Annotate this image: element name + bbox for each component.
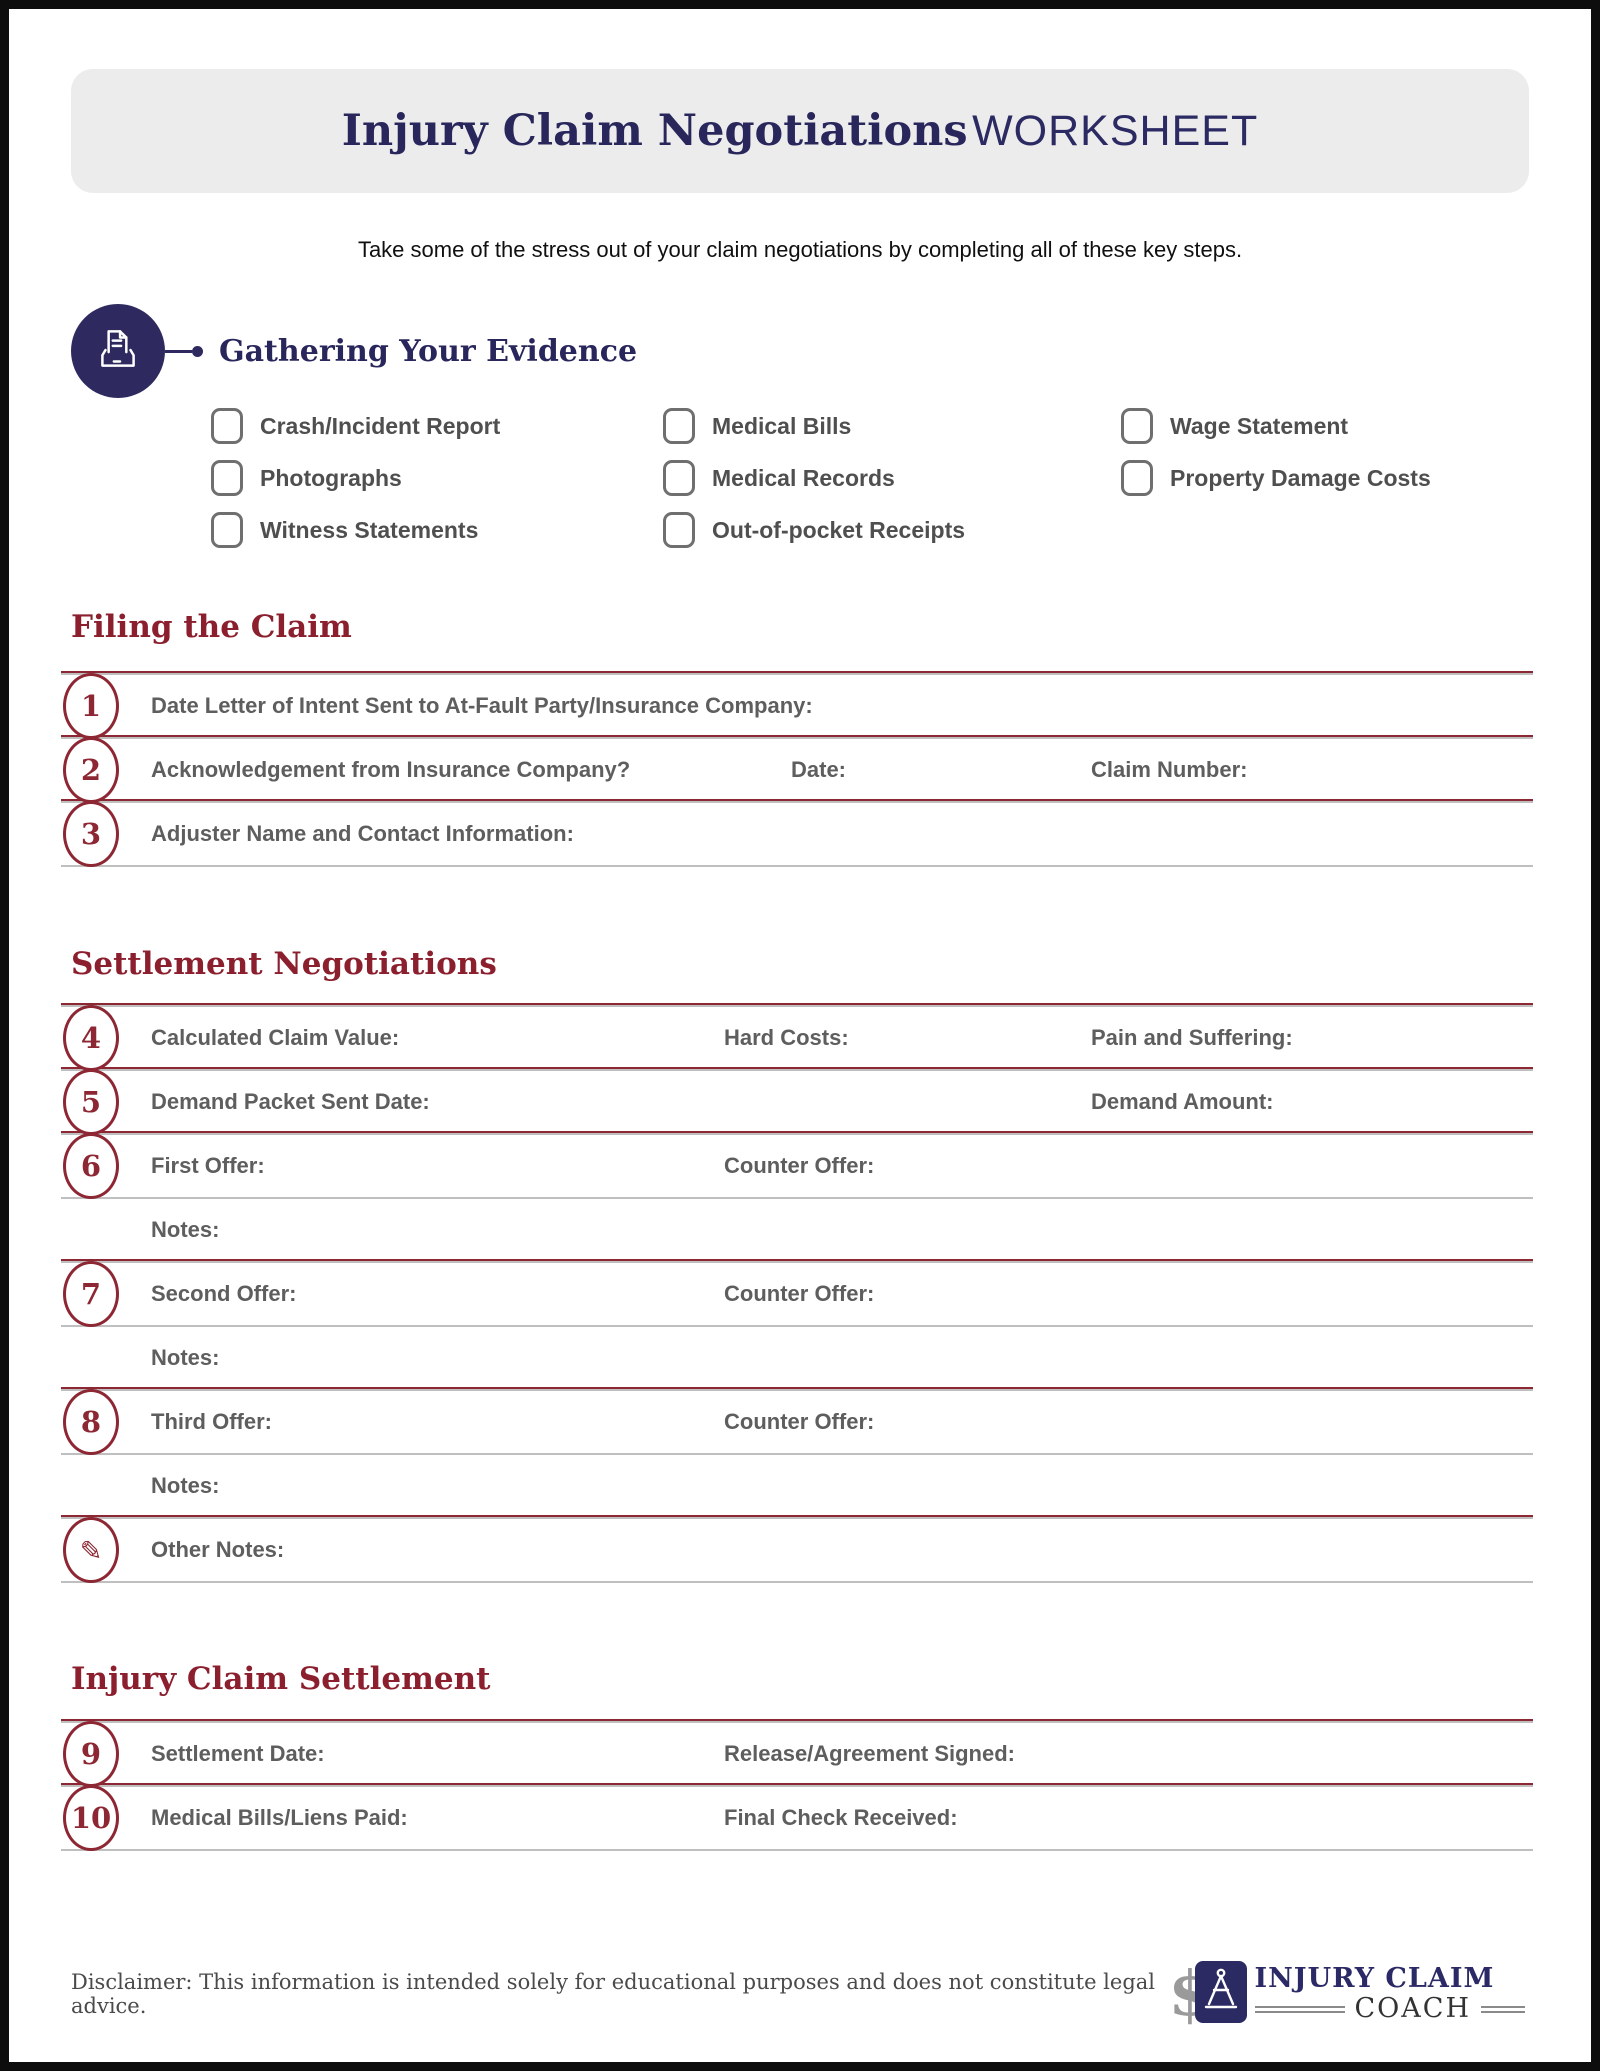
checkbox[interactable] [211, 408, 243, 444]
table-row [61, 1133, 1533, 1197]
logo-rule [1255, 2006, 1345, 2013]
logo-subtitle-row [1255, 1994, 1526, 2024]
filing-section-heading: Filing the Claim [71, 609, 352, 645]
worksheet-page [9, 9, 1591, 2062]
connector-dot [192, 346, 203, 357]
checkbox[interactable] [1121, 460, 1153, 496]
table-row [61, 1785, 1533, 1849]
row-label: Hard Costs: [724, 1025, 849, 1050]
row-label: Notes: [151, 1473, 220, 1498]
table-row [61, 1261, 1533, 1325]
table-row [61, 673, 1533, 737]
logo-subtitle: COACH [1354, 1993, 1471, 2024]
row-number-badge: 10 [63, 1785, 119, 1851]
row-label: Medical Bills/Liens Paid: [151, 1805, 408, 1830]
row-label: Second Offer: [151, 1281, 297, 1306]
row-icon-badge [63, 1517, 119, 1583]
evidence-section [71, 304, 1529, 556]
scales-of-justice-icon [1202, 1966, 1240, 2019]
title-main: Injury Claim Negotiations [341, 106, 968, 156]
checkbox-label: Medical Records [712, 464, 895, 491]
pencil-icon [80, 1533, 103, 1567]
table-row [61, 1005, 1533, 1069]
checkbox-column-2 [663, 400, 1121, 556]
row-label: Settlement Date: [151, 1741, 325, 1766]
checkbox-label: Wage Statement [1170, 412, 1349, 439]
checkbox-item [663, 504, 1121, 556]
logo-mark [1169, 1961, 1247, 2027]
row-label: Demand Packet Sent Date: [151, 1089, 430, 1114]
row-label: Date Letter of Intent Sent to At-Fault Party/Insurance Company: [151, 693, 813, 718]
row-number-badge: 7 [63, 1261, 119, 1327]
checkbox-column-3 [1121, 400, 1431, 556]
scales-icon-box [1195, 1961, 1247, 2023]
checkbox[interactable] [211, 460, 243, 496]
checkbox-label: Photographs [260, 464, 402, 491]
row-number-badge: 6 [63, 1133, 119, 1199]
evidence-header [71, 304, 1529, 398]
table-row [61, 1721, 1533, 1785]
table-row [61, 737, 1533, 801]
checkbox[interactable] [663, 460, 695, 496]
row-label: Calculated Claim Value: [151, 1025, 400, 1050]
brand-logo [1169, 1961, 1526, 2027]
evidence-heading: Gathering Your Evidence [219, 333, 638, 369]
checkbox-item [1121, 452, 1431, 504]
row-label: Adjuster Name and Contact Information: [151, 821, 574, 846]
document-tray-icon [92, 323, 144, 380]
injury-table [61, 1721, 1533, 1851]
row-label: Counter Offer: [724, 1409, 875, 1434]
row-label: Demand Amount: [1091, 1089, 1274, 1114]
row-label: Third Offer: [151, 1409, 272, 1434]
checkbox-grid [211, 400, 1529, 556]
checkbox[interactable] [663, 512, 695, 548]
row-label: Acknowledgement from Insurance Company? [151, 757, 631, 782]
notes-row [61, 1453, 1533, 1517]
page-title [342, 106, 1258, 156]
settlement-section-heading: Settlement Negotiations [71, 946, 497, 982]
row-label: Counter Offer: [724, 1153, 875, 1178]
checkbox[interactable] [663, 408, 695, 444]
checkbox-label: Crash/Incident Report [260, 412, 501, 439]
table-row [61, 801, 1533, 865]
checkbox[interactable] [211, 512, 243, 548]
checkbox-label: Witness Statements [260, 516, 479, 543]
table-row [61, 1389, 1533, 1453]
row-number-badge: 3 [63, 801, 119, 867]
row-number-badge: 5 [63, 1069, 119, 1135]
row-label: Other Notes: [151, 1537, 285, 1562]
row-label: Counter Offer: [724, 1281, 875, 1306]
connector-line [165, 350, 192, 353]
injury-section-heading: Injury Claim Settlement [71, 1661, 491, 1697]
page-footer [71, 1961, 1529, 2027]
checkbox-column-1 [211, 400, 663, 556]
checkbox-item [211, 504, 663, 556]
row-number-badge: 2 [63, 737, 119, 803]
row-number-badge: 9 [63, 1721, 119, 1787]
notes-row [61, 1325, 1533, 1389]
row-number-badge: 4 [63, 1005, 119, 1071]
table-row [61, 1069, 1533, 1133]
notes-row [61, 1197, 1533, 1261]
checkbox-item [211, 452, 663, 504]
row-label: Pain and Suffering: [1091, 1025, 1293, 1050]
row-label: Claim Number: [1091, 757, 1248, 782]
checkbox-item [663, 400, 1121, 452]
checkbox-label: Property Damage Costs [1170, 464, 1431, 491]
row-label: Final Check Received: [724, 1805, 958, 1830]
logo-title: INJURY CLAIM [1254, 1963, 1495, 1994]
checkbox-item [211, 400, 663, 452]
checkbox-label: Out-of-pocket Receipts [712, 516, 966, 543]
filing-table [61, 673, 1533, 867]
table-row [61, 1517, 1533, 1581]
logo-text [1255, 1964, 1526, 2024]
row-number-badge: 1 [63, 673, 119, 739]
row-label: Notes: [151, 1345, 220, 1370]
row-label: Notes: [151, 1217, 220, 1242]
page-subtitle: Take some of the stress out of your claim negotiations by completing all of these key steps. [357, 237, 1243, 262]
logo-rule [1481, 2006, 1525, 2013]
evidence-icon-circle [71, 304, 165, 398]
title-suffix: WORKSHEET [972, 107, 1259, 155]
row-number-badge: 8 [63, 1389, 119, 1455]
checkbox[interactable] [1121, 408, 1153, 444]
row-label: Release/Agreement Signed: [724, 1741, 1015, 1766]
disclaimer-text: Disclaimer: This information is intended solely for educational purposes and does not constitute legal advice. [71, 1970, 1156, 2018]
header-banner [71, 69, 1529, 193]
checkbox-item [1121, 400, 1431, 452]
settlement-table [61, 1005, 1533, 1583]
checkbox-item [663, 452, 1121, 504]
row-label: First Offer: [151, 1153, 265, 1178]
checkbox-label: Medical Bills [712, 412, 852, 439]
row-label: Date: [791, 757, 847, 782]
